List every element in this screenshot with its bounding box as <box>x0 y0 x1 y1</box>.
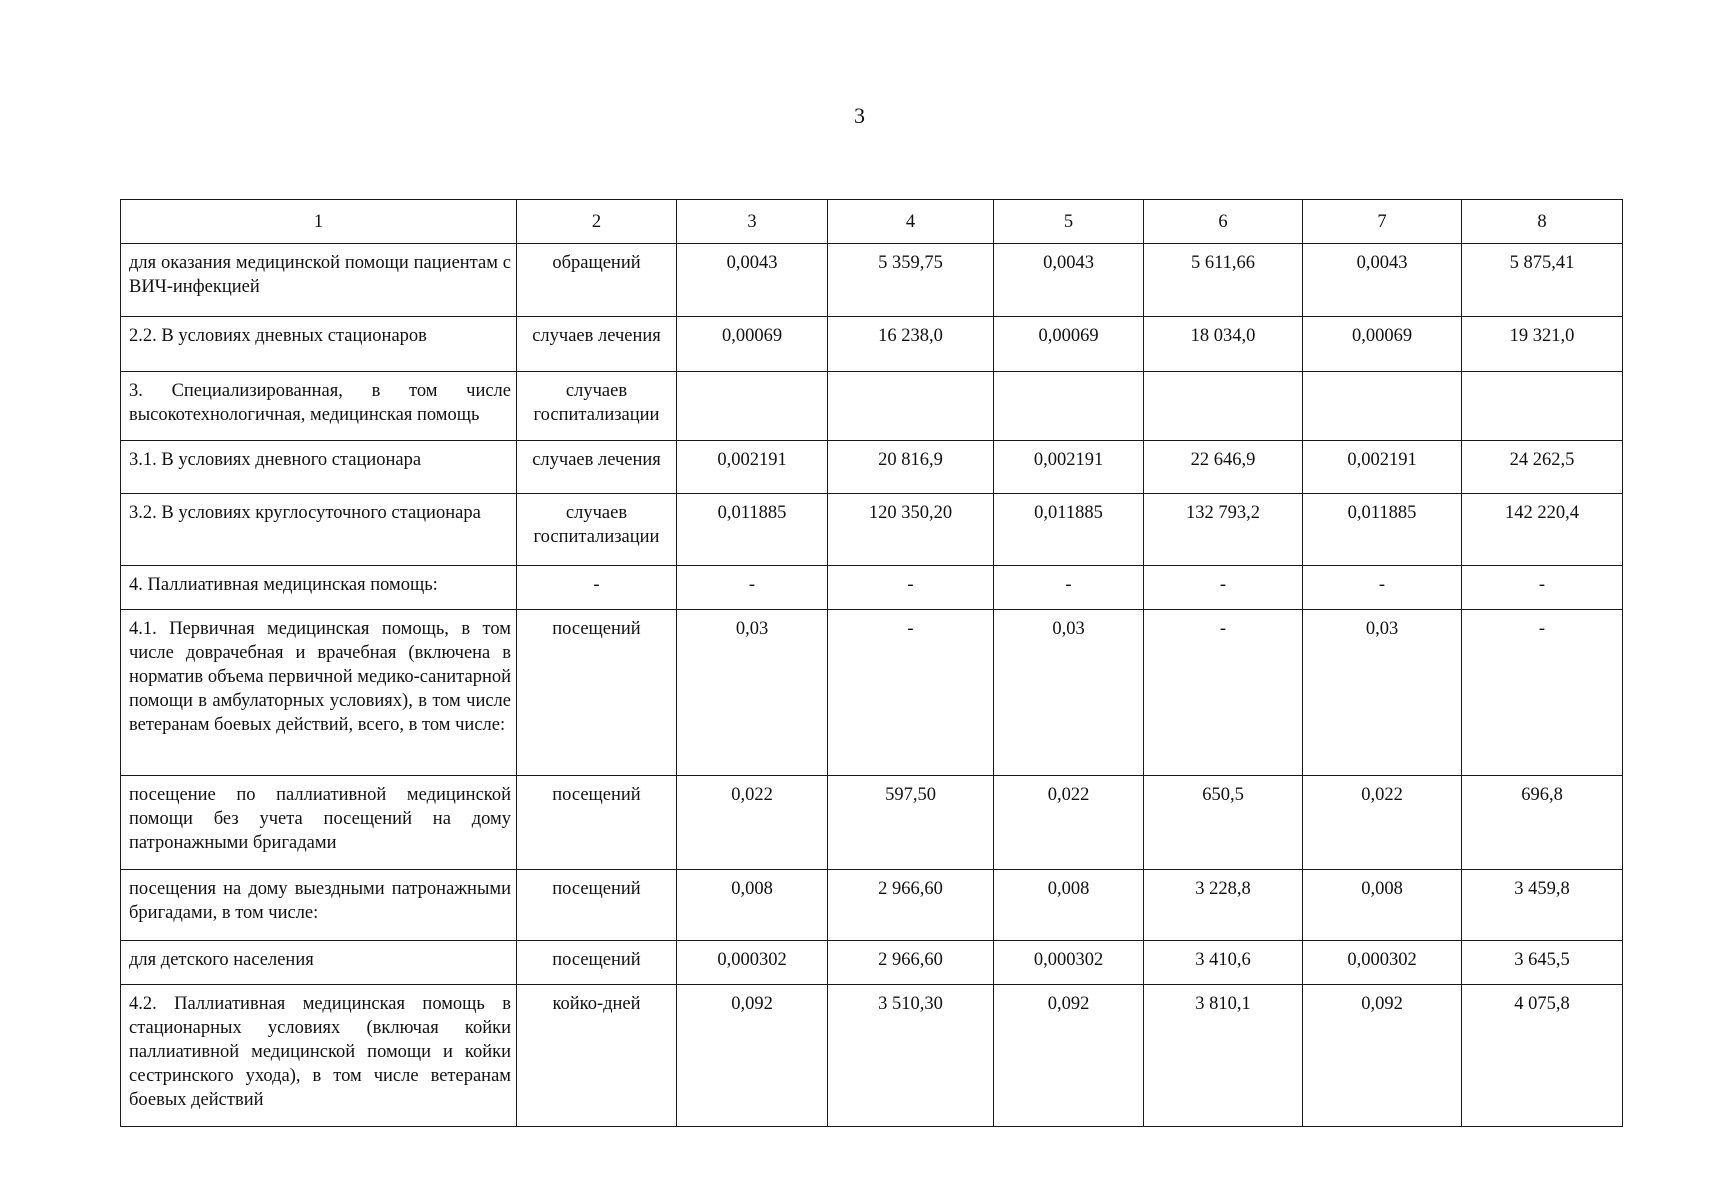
table-row <box>121 610 1623 776</box>
table-row <box>121 870 1623 941</box>
table-header-row <box>121 200 1623 244</box>
row-name: 3.2. В условиях круглосуточного стационара <box>121 494 517 566</box>
row-name: для детского населения <box>121 941 517 985</box>
value-cell: 0,022 <box>677 776 828 870</box>
value-cell: 132 793,2 <box>1144 494 1303 566</box>
table-row <box>121 372 1623 441</box>
column-header: 3 <box>677 200 828 244</box>
value-cell: 20 816,9 <box>828 441 994 494</box>
value-cell: 0,002191 <box>677 441 828 494</box>
value-cell: 650,5 <box>1144 776 1303 870</box>
row-unit: случаев лечения <box>517 441 677 494</box>
value-cell: 597,50 <box>828 776 994 870</box>
value-cell: 16 238,0 <box>828 317 994 372</box>
column-header: 4 <box>828 200 994 244</box>
value-cell: 2 966,60 <box>828 941 994 985</box>
value-cell: 3 228,8 <box>1144 870 1303 941</box>
column-header: 2 <box>517 200 677 244</box>
row-unit: койко-дней <box>517 985 677 1127</box>
row-name: 4.2. Паллиативная медицинская помощь в стационарных условиях (включая койки паллиативной медицинской помощи и койки сестринского ухода), в том числе ветеранам боевых действий <box>121 985 517 1127</box>
value-cell: 5 611,66 <box>1144 244 1303 317</box>
value-cell <box>994 372 1144 441</box>
column-header: 1 <box>121 200 517 244</box>
value-cell: 0,00069 <box>994 317 1144 372</box>
row-unit: посещений <box>517 610 677 776</box>
value-cell <box>677 372 828 441</box>
value-cell: 142 220,4 <box>1462 494 1623 566</box>
value-cell: - <box>828 610 994 776</box>
table-row <box>121 317 1623 372</box>
value-cell: 0,092 <box>994 985 1144 1127</box>
row-name: 4. Паллиативная медицинская помощь: <box>121 566 517 610</box>
value-cell: - <box>1303 566 1462 610</box>
value-cell: 0,002191 <box>1303 441 1462 494</box>
value-cell: 0,0043 <box>994 244 1144 317</box>
value-cell: 0,011885 <box>1303 494 1462 566</box>
value-cell: 0,00069 <box>677 317 828 372</box>
row-unit: посещений <box>517 941 677 985</box>
value-cell: 22 646,9 <box>1144 441 1303 494</box>
row-name: 4.1. Первичная медицинская помощь, в том числе доврачебная и врачебная (включена в норматив объема первичной медико-санитарной помощи в амбулаторных условиях), в том числе ветеранам боевых действий, всего, в том числе: <box>121 610 517 776</box>
value-cell: 0,000302 <box>994 941 1144 985</box>
value-cell: - <box>994 566 1144 610</box>
row-unit: обращений <box>517 244 677 317</box>
row-name: для оказания медицинской помощи пациентам с ВИЧ-инфекцией <box>121 244 517 317</box>
value-cell: 5 875,41 <box>1462 244 1623 317</box>
table-row <box>121 776 1623 870</box>
value-cell: 0,0043 <box>677 244 828 317</box>
value-cell: 3 459,8 <box>1462 870 1623 941</box>
row-name: 2.2. В условиях дневных стационаров <box>121 317 517 372</box>
value-cell: 3 510,30 <box>828 985 994 1127</box>
value-cell: 0,03 <box>1303 610 1462 776</box>
value-cell: - <box>1462 610 1623 776</box>
value-cell: - <box>1462 566 1623 610</box>
column-header: 7 <box>1303 200 1462 244</box>
value-cell <box>1303 372 1462 441</box>
row-unit: посещений <box>517 870 677 941</box>
value-cell: 0,022 <box>994 776 1144 870</box>
value-cell <box>1462 372 1623 441</box>
value-cell: 0,00069 <box>1303 317 1462 372</box>
value-cell: 19 321,0 <box>1462 317 1623 372</box>
row-unit: случаев госпитализации <box>517 372 677 441</box>
table-row <box>121 494 1623 566</box>
value-cell: 0,011885 <box>677 494 828 566</box>
value-cell: 0,008 <box>994 870 1144 941</box>
value-cell <box>828 372 994 441</box>
value-cell: 0,002191 <box>994 441 1144 494</box>
value-cell: 2 966,60 <box>828 870 994 941</box>
value-cell: 0,000302 <box>677 941 828 985</box>
value-cell: 24 262,5 <box>1462 441 1623 494</box>
value-cell: 0,03 <box>677 610 828 776</box>
value-cell: 3 410,6 <box>1144 941 1303 985</box>
table-row <box>121 244 1623 317</box>
table-row <box>121 441 1623 494</box>
column-header: 8 <box>1462 200 1623 244</box>
page-number: 3 <box>854 103 865 128</box>
value-cell: - <box>1144 610 1303 776</box>
value-cell: 0,008 <box>1303 870 1462 941</box>
value-cell: 696,8 <box>1462 776 1623 870</box>
value-cell: 0,0043 <box>1303 244 1462 317</box>
row-name: 3. Специализированная, в том числе высокотехнологичная, медицинская помощь <box>121 372 517 441</box>
column-header: 6 <box>1144 200 1303 244</box>
data-table <box>120 199 1623 1127</box>
value-cell: 3 810,1 <box>1144 985 1303 1127</box>
value-cell: 0,008 <box>677 870 828 941</box>
row-unit: посещений <box>517 776 677 870</box>
value-cell: - <box>677 566 828 610</box>
value-cell: - <box>828 566 994 610</box>
value-cell: 120 350,20 <box>828 494 994 566</box>
value-cell: 0,092 <box>1303 985 1462 1127</box>
row-name: посещение по паллиативной медицинской помощи без учета посещений на дому патронажными бригадами <box>121 776 517 870</box>
row-name: посещения на дому выездными патронажными бригадами, в том числе: <box>121 870 517 941</box>
value-cell: 0,092 <box>677 985 828 1127</box>
table-row <box>121 985 1623 1127</box>
row-name: 3.1. В условиях дневного стационара <box>121 441 517 494</box>
value-cell: - <box>1144 566 1303 610</box>
value-cell: 3 645,5 <box>1462 941 1623 985</box>
row-unit: случаев лечения <box>517 317 677 372</box>
value-cell: 4 075,8 <box>1462 985 1623 1127</box>
row-unit: - <box>517 566 677 610</box>
value-cell: 0,03 <box>994 610 1144 776</box>
table-row <box>121 566 1623 610</box>
value-cell: 0,000302 <box>1303 941 1462 985</box>
value-cell: 0,022 <box>1303 776 1462 870</box>
column-header: 5 <box>994 200 1144 244</box>
value-cell: 0,011885 <box>994 494 1144 566</box>
row-unit: случаев госпитализации <box>517 494 677 566</box>
value-cell <box>1144 372 1303 441</box>
table-row <box>121 941 1623 985</box>
value-cell: 5 359,75 <box>828 244 994 317</box>
value-cell: 18 034,0 <box>1144 317 1303 372</box>
